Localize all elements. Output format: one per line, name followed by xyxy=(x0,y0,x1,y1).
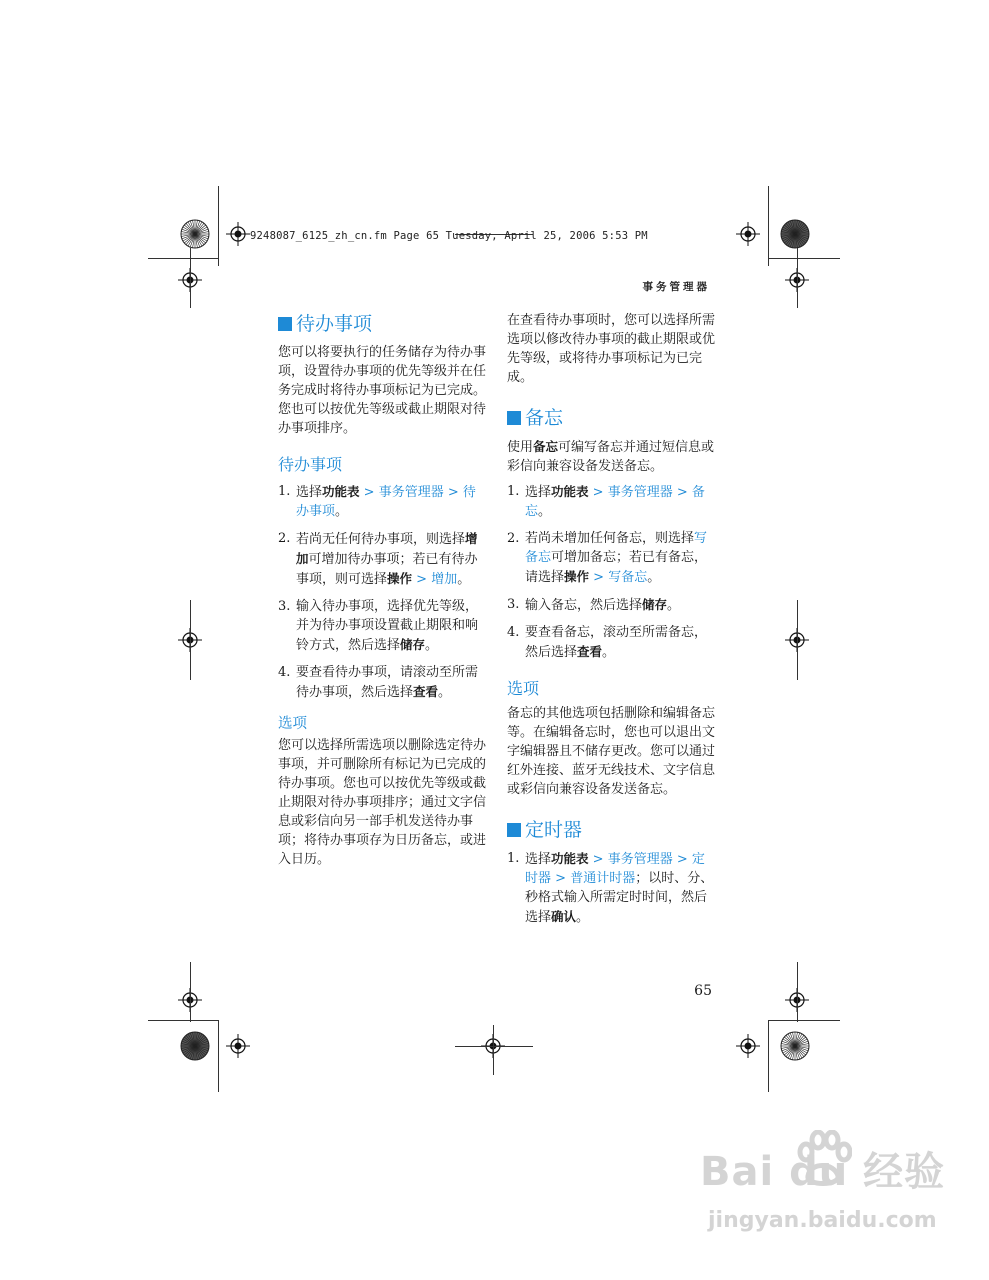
square-bullet-icon xyxy=(507,823,521,837)
crop-line xyxy=(148,1020,218,1021)
notes-step-4: 4. 要查看备忘，滚动至所需备忘，然后选择查看。 xyxy=(507,625,708,660)
crop-line xyxy=(455,1046,533,1047)
timer-section-title: 定时器 xyxy=(507,817,715,843)
registration-mark-icon xyxy=(736,1034,760,1058)
todo-step-1: 1. 选择功能表 > 事务管理器 > 待办事项。 xyxy=(278,484,476,519)
square-bullet-icon xyxy=(278,317,292,331)
todo-options-subheading: 选项 xyxy=(278,716,307,732)
square-bullet-icon xyxy=(507,411,521,425)
todo-options-text: 您可以选择所需选项以删除选定待办事项，并可删除所有标记为已完成的待办事项。您也可以按优先等级或截止期限对待办事项排序；通过文字信息或彩信向另一部手机发送待办事项；将待办事项存为日历备忘，或进入日历。 xyxy=(278,738,487,867)
crop-line xyxy=(768,1020,769,1092)
crop-line xyxy=(493,1025,494,1075)
crop-line xyxy=(190,962,191,1022)
todo-steps xyxy=(278,482,486,702)
crop-line xyxy=(190,248,191,308)
crop-line xyxy=(797,962,798,1022)
color-target-icon xyxy=(780,219,810,249)
right-column xyxy=(507,311,715,935)
color-target-icon xyxy=(180,1031,210,1061)
registration-mark-icon xyxy=(736,222,760,246)
baidu-watermark xyxy=(700,1130,960,1270)
crop-line xyxy=(768,186,769,266)
todo-step-4: 4. 要查看待办事项，请滚动至所需待办事项，然后选择查看。 xyxy=(278,665,479,700)
crop-line xyxy=(190,600,191,680)
crop-line xyxy=(218,1020,219,1092)
color-target-icon xyxy=(180,219,210,249)
timer-steps xyxy=(507,849,715,927)
notes-options-subheading: 选项 xyxy=(507,679,540,698)
crop-line xyxy=(797,248,798,308)
notes-intro: 使用备忘可编写备忘并通过短信息或彩信向兼容设备发送备忘。 xyxy=(507,439,715,474)
todo-section-title: 待办事项 xyxy=(278,311,486,337)
notes-steps xyxy=(507,482,715,662)
running-head: 事务管理器 xyxy=(642,281,710,293)
crop-line xyxy=(148,258,218,259)
timer-step-1: 1. 选择功能表 > 事务管理器 > 定时器 > 普通计时器；以时、分、秒格式输入所需定时时间，然后选择确认。 xyxy=(507,851,714,925)
file-header: 9248087_6125_zh_cn.fm Page 65 Tuesday, April 25, 2006 5:53 PM xyxy=(250,230,648,242)
todo-step-3: 3. 输入待办事项，选择优先等级，并为待办事项设置截止期限和响铃方式，然后选择储存。 xyxy=(278,599,479,653)
watermark-logo-text: Bai du 经验 xyxy=(700,1149,946,1195)
crop-line xyxy=(797,600,798,680)
notes-step-3: 3. 输入备忘，然后选择储存。 xyxy=(507,597,681,613)
crop-line xyxy=(768,1020,840,1021)
todo-continued-text: 在查看待办事项时，您可以选择所需选项以修改待办事项的截止期限或优先等级，或将待办事项标记为已完成。 xyxy=(507,313,716,385)
watermark-url: jingyan.baidu.com xyxy=(708,1208,937,1233)
notes-step-2: 2. 若尚未增加任何备忘，则选择写备忘可增加备忘；若已有备忘，请选择操作 > 写备忘。 xyxy=(507,531,708,585)
todo-intro: 您可以将要执行的任务储存为待办事项，设置待办事项的优先等级并在任务完成时将待办事项标记为已完成。您也可以按优先等级或截止期限对待办事项排序。 xyxy=(278,345,487,436)
notes-step-1: 1. 选择功能表 > 事务管理器 > 备忘。 xyxy=(507,484,705,519)
todo-step-2: 2. 若尚无任何待办事项，则选择增加可增加待办事项；若已有待办事项，则可选择操作 > 增加。 xyxy=(278,531,478,587)
left-column xyxy=(278,311,486,869)
registration-mark-icon xyxy=(226,222,250,246)
crop-line xyxy=(768,258,840,259)
crop-line xyxy=(218,186,219,266)
page-number: 65 xyxy=(694,983,712,999)
notes-options-text: 备忘的其他选项包括删除和编辑备忘等。在编辑备忘时，您也可以退出文字编辑器且不储存更改。您可以通过红外连接、蓝牙无线技术、文字信息或彩信向兼容设备发送备忘。 xyxy=(507,706,716,797)
notes-section-title: 备忘 xyxy=(507,405,715,431)
registration-mark-icon xyxy=(226,1034,250,1058)
color-target-icon xyxy=(780,1031,810,1061)
todo-subheading: 待办事项 xyxy=(278,455,343,474)
